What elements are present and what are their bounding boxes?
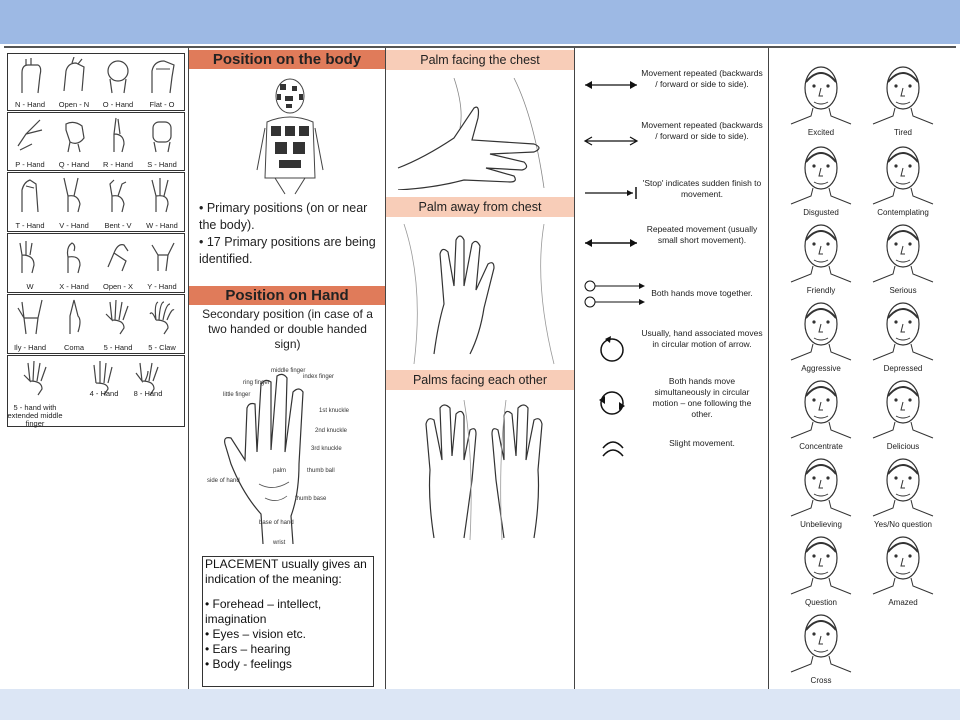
handshape-label: 5 - Hand (103, 343, 133, 352)
face-expression (785, 218, 857, 296)
stop-arrow-icon (583, 186, 639, 200)
hand-sketch-icon (60, 237, 88, 275)
handshape-label: Bent - V (104, 221, 132, 230)
handshape-label: Coma (63, 343, 84, 352)
bottom-band (0, 689, 960, 720)
hand-sketch-icon (148, 176, 176, 214)
handshape-label: P - Hand (15, 160, 45, 169)
both-hands-together-icon (583, 278, 647, 310)
face-sketch-icon (867, 140, 939, 208)
diagram-label: 2nd knuckle (315, 428, 348, 434)
handshape-cell (8, 54, 52, 110)
face-expression (785, 296, 857, 374)
hand-sketch-icon (104, 298, 132, 336)
diagram-label: base of hand (259, 520, 294, 526)
hand-sketch-icon (16, 298, 44, 336)
body-positions-diagram (255, 78, 325, 196)
face-expression (867, 530, 939, 608)
simultaneous-circular-icon (595, 388, 629, 418)
handshape-row (7, 233, 185, 293)
handshape-cell (52, 54, 96, 110)
face-sketch-icon (867, 452, 939, 520)
face-expression (785, 452, 857, 530)
handshape-row (7, 355, 185, 427)
face-sketch-icon (785, 296, 857, 364)
diagram-label: palm (273, 468, 287, 474)
diagram-label: wrist (273, 540, 286, 546)
diagram-label: ring finger (243, 380, 270, 386)
handshape-cell (126, 356, 170, 426)
hand-sketch-icon (148, 116, 176, 154)
top-band (0, 0, 960, 44)
handshape-cell (8, 234, 52, 292)
face-label: Friendly (806, 286, 836, 295)
face-sketch-icon (785, 452, 857, 520)
face-sketch-icon (785, 140, 857, 208)
hand-sketch-icon (148, 237, 176, 275)
face-label: Aggressive (801, 364, 841, 373)
expression-column (769, 48, 956, 691)
face-sketch-icon (867, 374, 939, 442)
handshape-cell (52, 113, 96, 170)
face-expression (785, 60, 857, 138)
face-sketch-icon (785, 218, 857, 286)
face-expression (867, 140, 939, 218)
face-label: Tired (894, 128, 912, 137)
palm-away-sketch (394, 224, 566, 366)
handshape-label: Open - X (102, 282, 133, 291)
slight-movement-icon (599, 436, 627, 460)
handshape-label: O - Hand (102, 100, 134, 109)
handshape-label: Flat - O (149, 100, 175, 109)
circular-motion-icon (597, 334, 627, 364)
diagram-label: middle finger (271, 368, 306, 374)
handshape-label: Ily - Hand (13, 343, 47, 352)
handshape-label: W - Hand (146, 221, 178, 230)
handshape-label: W (26, 282, 34, 291)
handshape-label: N - Hand (14, 100, 45, 109)
face-sketch-icon (867, 60, 939, 128)
movement-desc: Both hands move together. (651, 288, 753, 298)
handshape-cell (140, 234, 184, 292)
face-label: Serious (889, 286, 917, 295)
face-expression (867, 374, 939, 452)
handshape-cell (52, 173, 96, 231)
handshape-cell (8, 295, 52, 353)
movement-desc: Slight movement. (669, 438, 735, 448)
movement-desc: 'Stop' indicates sudden finish to movement. (642, 178, 762, 199)
face-label: Contemplating (877, 208, 929, 217)
hand-sketch-icon (104, 116, 132, 154)
handshape-cell (8, 173, 52, 231)
movement-desc: Both hands move simultaneously in circular motion – one following the other. (652, 376, 752, 419)
position-column (189, 48, 386, 691)
hand-sketch-icon (16, 237, 44, 275)
face-expression (867, 218, 939, 296)
movement-column (575, 48, 769, 691)
placement-item: • Ears – hearing (205, 642, 291, 656)
body-bullet-2: • 17 Primary positions are being identified. (199, 235, 376, 266)
position-on-hand-header: Position on Hand (189, 286, 385, 305)
face-label: Concentrate (799, 442, 843, 451)
face-label: Yes/No question (874, 520, 932, 529)
hand-sketch-icon (16, 116, 44, 154)
diagram-label: 1st knuckle (319, 408, 350, 414)
face-expression (785, 530, 857, 608)
face-expression (867, 296, 939, 374)
face-sketch-icon (785, 374, 857, 442)
placement-box (202, 556, 374, 687)
hand-sketch-icon (16, 57, 44, 95)
handshape-label: R - Hand (102, 160, 133, 169)
handshape-cell (96, 295, 140, 353)
diagram-label: 3rd knuckle (311, 446, 342, 452)
palm-orientation-column (386, 48, 575, 691)
placement-item: • Eyes – vision etc. (205, 627, 306, 641)
face-sketch-icon (785, 60, 857, 128)
handshape-cell (96, 113, 140, 170)
face-label: Excited (807, 128, 835, 137)
hand-sketch-icon (104, 57, 132, 95)
face-expression (867, 60, 939, 138)
handshape-cell (8, 113, 52, 170)
handshape-cell (96, 173, 140, 231)
palm-away-header: Palm away from chest (386, 197, 574, 217)
handshape-cell (52, 295, 96, 353)
face-sketch-icon (785, 608, 857, 676)
face-sketch-icon (867, 296, 939, 364)
secondary-position-text: Secondary position (in case of a two handed or double handed sign) (202, 307, 373, 351)
handshape-label: 5 - Claw (148, 343, 176, 352)
diagram-label: index finger (303, 374, 335, 380)
hand-sketch-icon (148, 57, 176, 95)
diagram-label: little finger (223, 392, 251, 398)
palm-facing-chest-header: Palm facing the chest (386, 50, 574, 70)
handshape-column (4, 48, 189, 691)
hand-sketch-icon (148, 298, 176, 336)
handshape-cell (96, 234, 140, 292)
handshape-label: T - Hand (15, 221, 45, 230)
movement-desc: Movement repeated (backwards / forward or side to side). (641, 68, 763, 89)
face-label: Delicious (886, 442, 920, 451)
hand-sketch-icon (22, 359, 50, 397)
face-expression (867, 452, 939, 530)
hand-anatomy-diagram (203, 364, 373, 548)
face-label: Depressed (883, 364, 923, 373)
handshape-row (7, 53, 185, 111)
position-on-body-header: Position on the body (189, 50, 385, 69)
face-expression (785, 374, 857, 452)
placement-item: • Body - feelings (205, 657, 292, 671)
face-sketch-icon (867, 530, 939, 598)
handshape-label: Open - N (58, 100, 90, 109)
face-label: Unbelieving (800, 520, 842, 529)
palm-facing-chest-sketch (394, 78, 566, 190)
hand-sketch-icon (104, 176, 132, 214)
handshape-label: X - Hand (59, 282, 89, 291)
diagram-label: side of hand (207, 478, 240, 484)
repeated-short-arrow-icon (583, 236, 639, 250)
handshape-cell (140, 113, 184, 170)
face-label: Disgusted (803, 208, 839, 217)
handshape-label: Y - Hand (147, 282, 177, 291)
face-expression (785, 140, 857, 218)
palms-each-other-header: Palms facing each other (386, 370, 574, 390)
diagram-label: thumb ball (307, 468, 335, 474)
handshape-cell (96, 54, 140, 110)
double-arrow-open-icon (583, 134, 639, 148)
handshape-label: 5 - hand with extended middle finger (7, 403, 63, 428)
face-expression (785, 608, 857, 686)
movement-desc: Movement repeated (backwards / forward or side to side). (641, 120, 763, 141)
handshape-cell (52, 234, 96, 292)
palms-each-other-sketch (394, 400, 566, 540)
handshape-label: Q - Hand (58, 160, 90, 169)
placement-item: • Forehead – intellect, imagination (205, 597, 322, 626)
handshape-row (7, 112, 185, 171)
movement-desc: Repeated movement (usually small short movement). (646, 224, 758, 245)
handshape-label: 4 - Hand (89, 389, 119, 398)
reference-sheet (4, 46, 956, 692)
handshape-label: S - Hand (147, 160, 177, 169)
body-bullet-1: • Primary positions (on or near the body). (199, 201, 368, 232)
placement-intro: PLACEMENT usually gives an indication of the meaning: (205, 557, 367, 586)
face-label: Amazed (888, 598, 918, 607)
diagram-label: thumb base (295, 496, 327, 502)
movement-desc: Usually, hand associated moves in circular motion of arrow. (641, 328, 763, 349)
handshape-row (7, 172, 185, 232)
hand-sketch-icon (16, 176, 44, 214)
handshape-label: 8 - Hand (133, 389, 163, 398)
hand-sketch-icon (104, 237, 132, 275)
face-label: Question (804, 598, 838, 607)
face-sketch-icon (785, 530, 857, 598)
handshape-cell (8, 356, 62, 426)
handshape-row (7, 294, 185, 354)
face-sketch-icon (867, 218, 939, 286)
hand-sketch-icon (60, 298, 88, 336)
handshape-cell (140, 54, 184, 110)
handshape-cell (82, 356, 126, 426)
hand-sketch-icon (60, 176, 88, 214)
double-arrow-filled-icon (583, 78, 639, 92)
hand-sketch-icon (60, 116, 88, 154)
face-label: Cross (810, 676, 832, 685)
hand-sketch-icon (60, 57, 88, 95)
handshape-label: V - Hand (59, 221, 89, 230)
handshape-cell (140, 173, 184, 231)
handshape-cell (140, 295, 184, 353)
